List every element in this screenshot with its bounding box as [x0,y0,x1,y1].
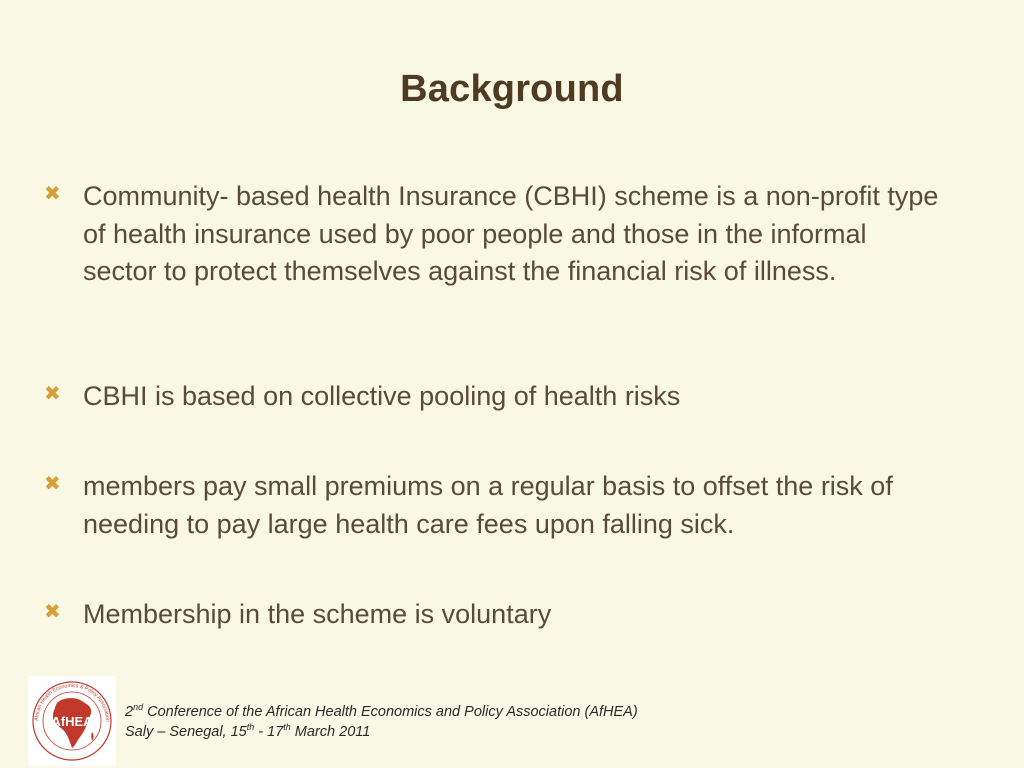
slide-title: Background [400,68,624,110]
bullet-marker-icon: ✖ [44,601,61,623]
bullet-text: CBHI is based on collective pooling of health risks [83,381,681,411]
bullet-marker-icon: ✖ [44,383,61,405]
bullet-marker-icon: ✖ [44,473,61,495]
logo-label: AfHEA [51,714,93,729]
conference-footer [125,702,638,742]
bullet-marker-icon: ✖ [44,183,61,205]
logo-ring-text: African Health Economics & Policy Association [33,682,111,722]
afhea-logo-icon [28,676,116,766]
bullet-text: Membership in the scheme is voluntary [83,599,552,629]
bullet-text: Community- based health Insurance (CBHI) scheme is a non-profit type of health insurance used by poor people and those in the informal sector to protect themselves against the financial risk of illness. [83,181,939,286]
afhea-logo [28,676,116,766]
footer-line-1: 2nd Conference of the African Health Economics and Policy Association (AfHEA) [125,702,638,720]
footer-line-2: Saly – Senegal, 15th - 17th March 2011 [125,722,371,740]
bullet-text: members pay small premiums on a regular basis to offset the risk of needing to pay large health care fees upon falling sick. [83,471,893,539]
